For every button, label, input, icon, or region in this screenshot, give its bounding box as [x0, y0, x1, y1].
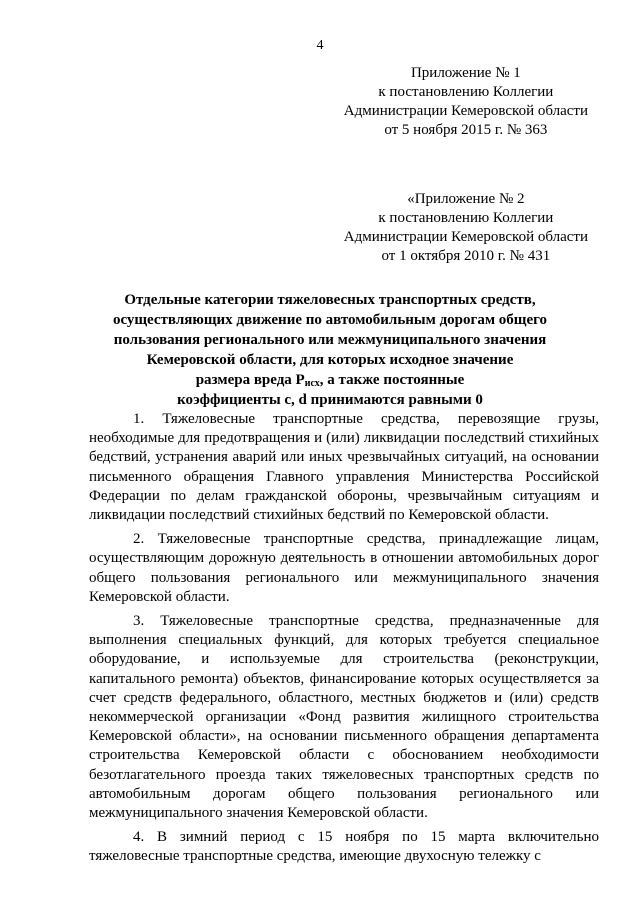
document-body [89, 410, 599, 872]
paragraph-4: 4. В зимний период с 15 ноября по 15 марта включительно тяжеловесные транспортные средства, имеющие двухосную тележку с [89, 829, 599, 865]
appendix-2-resolution: к постановлению Коллегии [378, 210, 554, 226]
appendix-2-title: «Приложение № 2 [407, 191, 525, 207]
paragraph-3: 3. Тяжеловесные транспортные средства, предназначенные для выполнения специальных функций, для которых требуется специальное оборудование, и используемые для строительства (реконструкции, капитального ремонта) объектов, финансирование которых осуществляется за счет средств федерального, областного, местных бюджетов и (или) средств некоммерческой организации «Фонд развития жилищного строительства Кемеровской области», на основании письменного обращения департамента строительства Кемеровской области с обоснованием необходимости безотлагательного проезда таких тяжеловесных транспортных средств по автомобильным дорогам общего пользования регионального или межмуниципального значения Кемеровской области. [89, 613, 599, 822]
paragraph-2: 2. Тяжеловесные транспортные средства, принадлежащие лицам, осуществляющим дорожную деятельность в отношении автомобильных дорог общего пользования регионального или межмуниципального значения Кемеровской области. [89, 531, 599, 605]
title-line-damage [60, 370, 600, 390]
title-line: пользования регионального или межмуниципального значения [113, 332, 547, 348]
paragraph-1: 1. Тяжеловесные транспортные средства, перевозящие грузы, необходимые для предотвращения и (или) ликвидации последствий стихийных бедствий, устранения аварий или иных чрезвычайных ситуаций, на основании письменного обращения Главного управления Министерства Российской Федерации по делам гражданской обороны, чрезвычайным ситуациям и ликвидации последствий стихийных бедствий по Кемеровской области. [89, 411, 599, 524]
appendix-1-date: от 5 ноября 2015 г. № 363 [384, 122, 548, 138]
title-line: осуществляющих движение по автомобильным дорогам общего [112, 312, 548, 328]
title-line: Отдельные категории тяжеловесных транспортных средств, [124, 292, 536, 308]
title-damage-prefix: размера вреда Р [195, 372, 305, 388]
title-line: Кемеровской области, для которых исходное значение [146, 352, 514, 368]
appendix-1-authority: Администрации Кемеровской области [343, 103, 588, 119]
appendix-1-resolution: к постановлению Коллегии [378, 84, 554, 100]
title-damage-suffix: , а также постоянные [319, 372, 465, 388]
appendix-1-header [344, 64, 588, 140]
document-title [60, 290, 600, 410]
appendix-1-title: Приложение № 1 [410, 65, 521, 81]
appendix-2-date: от 1 октября 2010 г. № 431 [381, 248, 551, 264]
page-number: 4 [316, 38, 324, 53]
appendix-2-header [344, 190, 588, 266]
appendix-2-authority: Администрации Кемеровской области [343, 229, 588, 245]
title-damage-subscript: исх [304, 378, 320, 389]
title-line: коэффициенты с, d принимаются равными 0 [177, 392, 483, 408]
